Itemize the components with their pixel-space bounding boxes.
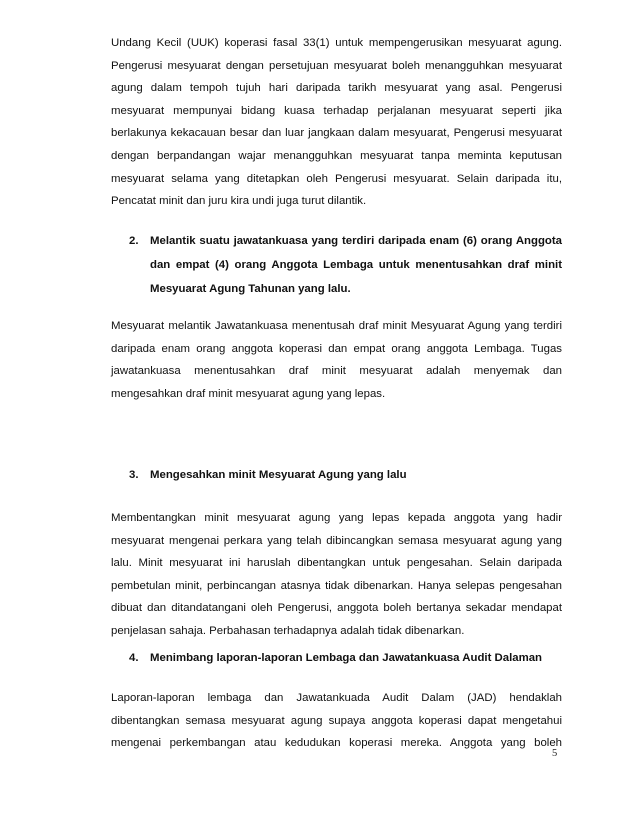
text-line: mesyuarat selama yang ditetapkan oleh Pengerusi mesyuarat. Selain daripada itu, (111, 172, 562, 185)
text-line: Membentangkan minit mesyuarat agung yang lepas kepada anggota yang hadir (111, 512, 562, 524)
text-line: berlakunya kekacauan besar dan luar jangkaan dalam mesyuarat, Pengerusi mesyuarat (111, 127, 562, 140)
list-number: 4. (129, 652, 139, 664)
list-number: 3. (129, 469, 139, 481)
text-line: mesyuarat mempunyai bidang kuasa terhadap perjalanan mesyuarat seperti jika (111, 104, 562, 117)
text-line: Mengesahkan minit Mesyuarat Agung yang lalu (150, 469, 407, 481)
paragraph-3 (111, 507, 562, 643)
heading-text (150, 229, 562, 301)
text-line: lalu. Minit mesyuarat ini haruslah dibentangkan untuk pengesahan. Selain daripada (111, 557, 562, 570)
text-line: dengan berpandangan wajar menangguhkan mesyuarat tanpa meminta keputusan (111, 149, 562, 162)
text-line: Undang Kecil (UUK) koperasi fasal 33(1) untuk mempengerusikan mesyuarat agung. (111, 37, 562, 49)
heading-text (150, 463, 562, 487)
page-number: 5 (552, 748, 558, 759)
list-number: 2. (129, 235, 139, 247)
text-line: pembetulan minit, perbincangan atasnya tidak dibenarkan. Hanya selepas pengesahan (111, 579, 562, 592)
text-line: Pengerusi mesyuarat dengan persetujuan mesyuarat boleh menangguhkan mesyuarat (111, 59, 562, 72)
text-line: Pencatat minit dan juru kira undi juga turut dilantik. (111, 195, 367, 208)
text-line: Melantik suatu jawatankuasa yang terdiri daripada enam (6) orang Anggota (150, 235, 562, 247)
text-line: agung dalam tempoh tujuh hari daripada tarikh mesyuarat yang asal. Pengerusi (111, 82, 562, 95)
text-line: Menimbang laporan-laporan Lembaga dan Jawatankuasa Audit Dalaman (150, 652, 543, 664)
text-line: mesyuarat mengenai perkara yang telah dibincangkan semasa mesyuarat agung yang (111, 534, 562, 547)
text-line: mengesahkan draf minit mesyuarat agung yang lepas. (111, 387, 386, 400)
paragraph-1 (111, 32, 562, 213)
text-line: mengenai perkembangan atau kedudukan koperasi mereka. Anggota yang boleh (111, 737, 562, 750)
text-line: dibuat dan ditandatangani oleh Pengerusi, anggota boleh bertanya sekadar mendapat (111, 602, 562, 615)
text-line: dan empat (4) orang Anggota Lembaga untuk menentusahkan draf minit (150, 259, 562, 271)
text-line: dibentangkan semasa mesyuarat agung supaya anggota koperasi dapat mengetahui (111, 714, 562, 727)
heading-text (150, 646, 562, 670)
text-line: daripada enam orang anggota koperasi dan empat orang anggota Lembaga. Tugas (111, 342, 562, 355)
text-line: Mesyuarat melantik Jawatankuasa menentusah draf minit Mesyuarat Agung yang terdiri (111, 320, 562, 332)
paragraph-4 (111, 687, 562, 755)
text-line: Mesyuarat Agung Tahunan yang lalu. (150, 283, 351, 295)
text-line: penjelasan sahaja. Perbahasan terhadapnya adalah tidak dibenarkan. (111, 624, 465, 637)
text-line: Laporan-laporan lembaga dan Jawatankuada Audit Dalam (JAD) hendaklah (111, 692, 562, 704)
text-line: jawatankuasa menentusahkan draf minit mesyuarat adalah menyemak dan (111, 365, 562, 378)
paragraph-2 (111, 315, 562, 405)
